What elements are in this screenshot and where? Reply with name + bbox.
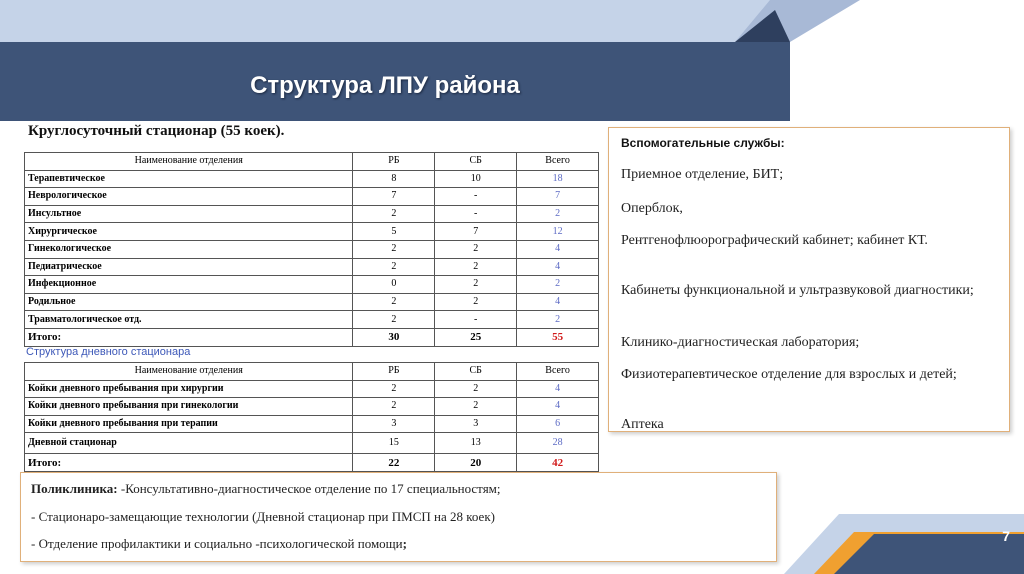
sb-value: -: [435, 311, 517, 329]
dept-name: Койки дневного пребывания при гинекологии: [25, 398, 353, 416]
rb-value: 2: [353, 240, 435, 258]
sb-value: 10: [435, 170, 517, 188]
stationary-title: [28, 123, 284, 140]
rb-value: 0: [353, 276, 435, 294]
sb-value: 3: [435, 415, 517, 433]
dept-name: Инсультное: [25, 205, 353, 223]
rb-value: 3: [353, 415, 435, 433]
table-row: [25, 258, 599, 276]
sb-value: 13: [435, 433, 517, 454]
dept-name: Педиатрическое: [25, 258, 353, 276]
total-value: 2: [517, 205, 599, 223]
dept-name: Травматологическое отд.: [25, 311, 353, 329]
total-value: 4: [517, 398, 599, 416]
table-row: [25, 293, 599, 311]
total-value: 18: [517, 170, 599, 188]
col-header-total: Всего: [517, 153, 599, 171]
auxiliary-services-box: [608, 127, 1010, 432]
sb-value: 2: [435, 380, 517, 398]
auxiliary-title: Вспомогательные службы:: [621, 136, 785, 150]
total-value: 4: [517, 380, 599, 398]
polyclinic-line-3: [31, 536, 407, 552]
rb-value: 2: [353, 293, 435, 311]
polyclinic-line-end: ;: [402, 536, 407, 551]
col-header-rb: РБ: [353, 153, 435, 171]
total-value: 2: [517, 276, 599, 294]
total-value: 4: [517, 293, 599, 311]
rb-value: 2: [353, 258, 435, 276]
dept-name: Гинекологическое: [25, 240, 353, 258]
table-row: [25, 380, 599, 398]
stationary-table: [24, 152, 599, 347]
table-row: [25, 170, 599, 188]
sb-value: 2: [435, 276, 517, 294]
total-value: 6: [517, 415, 599, 433]
total-value: 4: [517, 258, 599, 276]
stationary-title-main: Круглосуточный стационар: [28, 123, 217, 139]
sb-value: 2: [435, 258, 517, 276]
dept-name: Хирургическое: [25, 223, 353, 241]
polyclinic-text-3: - Отделение профилактики и социально -психологической помощи: [31, 536, 403, 551]
dept-name: Койки дневного пребывания при терапии: [25, 415, 353, 433]
table-row: [25, 205, 599, 223]
total-label: Итого:: [25, 454, 353, 472]
sb-value: 2: [435, 293, 517, 311]
col-header-sb: СБ: [435, 363, 517, 381]
rb-value: 2: [353, 380, 435, 398]
rb-value: 8: [353, 170, 435, 188]
table-header-row: [25, 363, 599, 381]
sb-value: -: [435, 188, 517, 206]
rb-total: 30: [353, 328, 435, 346]
grand-total: 42: [517, 454, 599, 472]
col-header-name: Наименование отделения: [25, 363, 353, 381]
header-corner: [790, 42, 850, 122]
table-row: [25, 433, 599, 454]
auxiliary-item: Рентгенофлюорографический кабинет; кабинет КТ.: [621, 233, 928, 248]
col-header-total: Всего: [517, 363, 599, 381]
rb-value: 2: [353, 311, 435, 329]
auxiliary-item: Аптека: [621, 417, 664, 432]
total-value: 28: [517, 433, 599, 454]
stationary-title-rest: (55 коек).: [216, 123, 285, 139]
rb-total: 22: [353, 454, 435, 472]
sb-total: 25: [435, 328, 517, 346]
auxiliary-item: Физиотерапевтическое отделение для взрослых и детей;: [621, 367, 957, 382]
sb-value: 2: [435, 240, 517, 258]
col-header-name: Наименование отделения: [25, 153, 353, 171]
rb-value: 7: [353, 188, 435, 206]
dept-name: Койки дневного пребывания при хирургии: [25, 380, 353, 398]
dept-name: Родильное: [25, 293, 353, 311]
table-row: [25, 415, 599, 433]
polyclinic-box: [20, 472, 777, 562]
total-value: 4: [517, 240, 599, 258]
polyclinic-label: Поликлиника:: [31, 481, 118, 496]
total-label: Итого:: [25, 328, 353, 346]
dept-name: Терапевтическое: [25, 170, 353, 188]
dept-name: Неврологическое: [25, 188, 353, 206]
polyclinic-line-2: - Стационаро-замещающие технологии (Дневной стационар при ПМСП на 28 коек): [31, 509, 495, 524]
page-number: 7: [1002, 528, 1010, 544]
rb-value: 5: [353, 223, 435, 241]
sb-value: 7: [435, 223, 517, 241]
day-stationary-title: Структура дневного стационара: [26, 346, 191, 358]
day-stationary-table: [24, 362, 599, 472]
table-row: [25, 188, 599, 206]
dept-name: Дневной стационар: [25, 433, 353, 454]
table-row: [25, 240, 599, 258]
table-total-row: [25, 328, 599, 346]
page-number-decoration: [784, 514, 1024, 574]
table-row: [25, 311, 599, 329]
total-value: 12: [517, 223, 599, 241]
page-title: Структура ЛПУ района: [250, 72, 520, 99]
auxiliary-item: Приемное отделение, БИТ;: [621, 167, 784, 182]
table-total-row: [25, 454, 599, 472]
sb-value: 2: [435, 398, 517, 416]
col-header-sb: СБ: [435, 153, 517, 171]
table-header-row: [25, 153, 599, 171]
sb-value: -: [435, 205, 517, 223]
total-value: 7: [517, 188, 599, 206]
total-value: 2: [517, 311, 599, 329]
rb-value: 15: [353, 433, 435, 454]
polyclinic-line-1: [31, 481, 501, 497]
polyclinic-text-1: -Консультативно-диагностическое отделение по 17 специальностям;: [117, 481, 501, 496]
rb-value: 2: [353, 398, 435, 416]
table-row: [25, 223, 599, 241]
table-row: [25, 276, 599, 294]
rb-value: 2: [353, 205, 435, 223]
auxiliary-item: Оперблок,: [621, 201, 683, 216]
table-row: [25, 398, 599, 416]
grand-total: 55: [517, 328, 599, 346]
dept-name: Инфекционное: [25, 276, 353, 294]
auxiliary-item: Клинико-диагностическая лаборатория;: [621, 335, 860, 350]
col-header-rb: РБ: [353, 363, 435, 381]
sb-total: 20: [435, 454, 517, 472]
auxiliary-item: Кабинеты функциональной и ультразвуковой диагностики;: [621, 283, 974, 298]
